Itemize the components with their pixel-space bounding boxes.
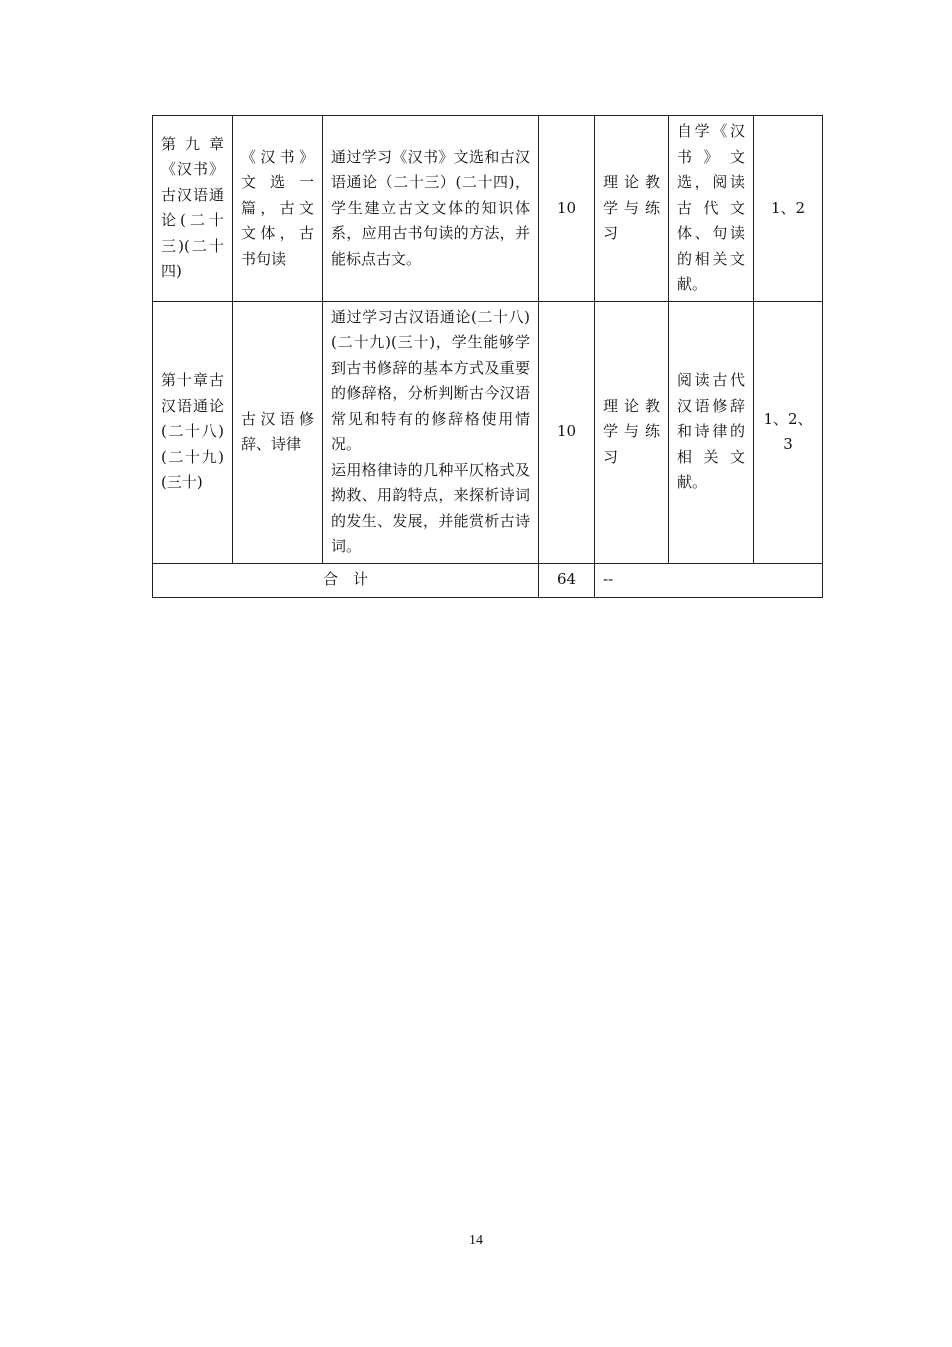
total-label: 合 计 [153, 563, 539, 597]
total-hours: 64 [539, 563, 595, 597]
objectives-cell: 通过学习古汉语通论(二十八)(二十九)(三十)，学生能够学到古书修辞的基本方式及重要的修辞格，分析判断古今汉语常见和特有的修辞格使用情况。 运用格律诗的几种平仄格式及拗救、用韵特点，来探析诗词的发生、发展，并能赏析古诗词。 [323, 301, 539, 563]
table-row [153, 301, 823, 563]
method-cell: 理论教学与练习 [595, 301, 669, 563]
content-cell: 《汉书》文选一篇，古文文体，古书句读 [233, 116, 323, 302]
table-row [153, 116, 823, 302]
content-cell: 古汉语修辞、诗律 [233, 301, 323, 563]
syllabus-table [152, 115, 823, 598]
objectives-cell: 通过学习《汉书》文选和古汉语通论（二十三）(二十四)，学生建立古文文体的知识体系，应用古书句读的方法，并能标点古文。 [323, 116, 539, 302]
hours-cell: 10 [539, 116, 595, 302]
self-study-cell: 自学《汉书》文选，阅读古代文体、句读的相关文献。 [669, 116, 754, 302]
total-row [153, 563, 823, 597]
chapter-cell: 第十章古汉语通论(二十八)(二十九)(三十) [153, 301, 233, 563]
goals-cell: 1、2、3 [754, 301, 823, 563]
page-number: 14 [469, 1233, 483, 1248]
chapter-cell: 第九章《汉书》古汉语通论(二十三)(二十四) [153, 116, 233, 302]
self-study-cell: 阅读古代汉语修辞和诗律的相关文献。 [669, 301, 754, 563]
hours-cell: 10 [539, 301, 595, 563]
method-cell: 理论教学与练习 [595, 116, 669, 302]
goals-cell: 1、2 [754, 116, 823, 302]
total-rest: -- [595, 563, 823, 597]
